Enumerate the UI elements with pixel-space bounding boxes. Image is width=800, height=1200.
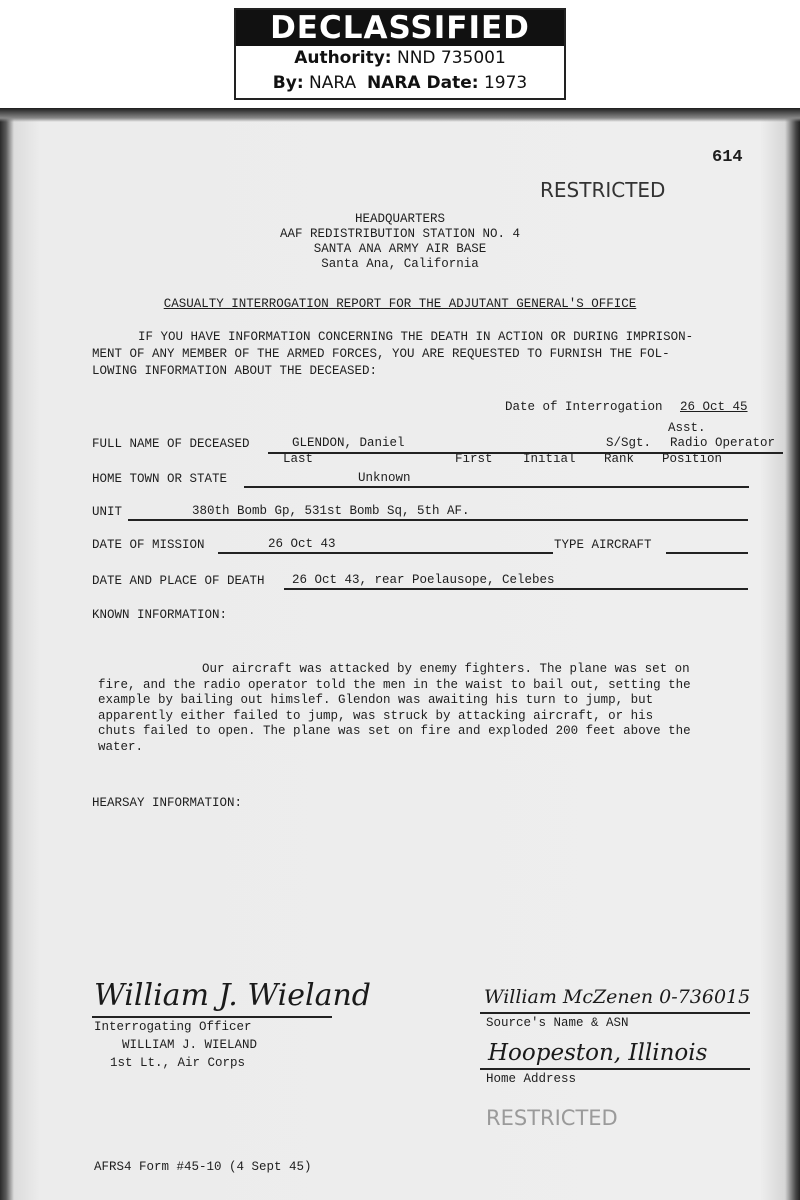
unit-underline: [128, 519, 748, 521]
home-underline: [244, 486, 749, 488]
position-value: Radio Operator: [670, 436, 776, 450]
unit-label: UNIT: [92, 505, 123, 519]
date-interrogation-label: Date of Interrogation: [505, 400, 663, 414]
officer-signature: William J. Wieland: [94, 978, 371, 1013]
source-signature: William McZenen 0-736015: [484, 986, 751, 1008]
officer-label: Interrogating Officer: [94, 1020, 252, 1034]
form-title: CASUALTY INTERROGATION REPORT FOR THE ADJUTANT GENERAL'S OFFICE: [163, 297, 637, 311]
mission-label: DATE OF MISSION: [92, 538, 205, 552]
sub-label-rank: Rank: [604, 452, 635, 466]
by-label: By:: [272, 73, 304, 93]
header-line: SANTA ANA ARMY AIR BASE: [313, 242, 487, 256]
rank-value: S/Sgt.: [606, 436, 652, 450]
date-interrogation-value: 26 Oct 45: [680, 400, 748, 414]
restricted-stamp-bottom: RESTRICTED: [486, 1106, 618, 1130]
death-value: 26 Oct 43, rear Poelausope, Celebes: [292, 573, 555, 587]
unit-value: 380th Bomb Gp, 531st Bomb Sq, 5th AF.: [192, 504, 470, 518]
mission-underline: [218, 552, 553, 554]
sub-label-initial: Initial: [523, 452, 576, 466]
header-line: HEADQUARTERS: [354, 212, 445, 226]
scanned-document: [0, 108, 800, 1200]
home-label: HOME TOWN OR STATE: [92, 472, 228, 486]
officer-rank: 1st Lt., Air Corps: [110, 1056, 246, 1070]
instructions-line: MENT OF ANY MEMBER OF THE ARMED FORCES, YOU ARE REQUESTED TO FURNISH THE FOL-: [92, 347, 670, 361]
authority-line: [236, 46, 564, 71]
nara-date-value: 1973: [483, 73, 528, 93]
source-label: Source's Name & ASN: [486, 1016, 629, 1030]
officer-name: WILLIAM J. WIELAND: [122, 1038, 258, 1052]
mission-value: 26 Oct 43: [268, 537, 336, 551]
page-number: 614: [712, 148, 743, 167]
address-signature: Hoopeston, Illinois: [488, 1040, 708, 1066]
sub-label-position: Position: [662, 452, 723, 466]
by-line: [236, 71, 564, 96]
officer-underline: [92, 1016, 332, 1018]
hearsay-label: HEARSAY INFORMATION:: [92, 796, 243, 810]
authority-label: Authority:: [294, 48, 392, 68]
declassified-title: DECLASSIFIED: [236, 10, 564, 46]
death-label: DATE AND PLACE OF DEATH: [92, 574, 265, 588]
aircraft-label: TYPE AIRCRAFT: [554, 538, 652, 552]
full-name-value: GLENDON, Daniel: [292, 436, 405, 450]
sub-label-first: First: [455, 452, 493, 466]
restricted-stamp-top: RESTRICTED: [540, 178, 666, 202]
death-underline: [284, 588, 748, 590]
address-underline: [480, 1068, 750, 1070]
known-text: Our aircraft was attacked by enemy fighters. The plane was set on fire, and the radio operator told the men in the waist to bail out, setting the example by bailing out himslef. Glendon was awaiting his turn to jump, but apparently either failed to jump, was struck by attacking aircraft, or his chuts failed to open. The plane was set on fire and exploded 200 feet above the water.: [98, 662, 691, 754]
header-line: Santa Ana, California: [321, 257, 479, 271]
known-label: KNOWN INFORMATION:: [92, 608, 228, 622]
source-underline: [480, 1012, 750, 1014]
position-prefix: Asst.: [668, 421, 706, 435]
authority-value: NND 735001: [396, 48, 506, 68]
instructions-line: IF YOU HAVE INFORMATION CONCERNING THE DEATH IN ACTION OR DURING IMPRISON-: [138, 330, 694, 344]
by-value: NARA: [309, 73, 357, 93]
instructions-line: LOWING INFORMATION ABOUT THE DECEASED:: [92, 364, 378, 378]
aircraft-underline: [666, 552, 748, 554]
declassified-stamp: [234, 8, 566, 100]
full-name-label: FULL NAME OF DECEASED: [92, 437, 250, 451]
address-label: Home Address: [486, 1072, 577, 1086]
nara-date-label: NARA Date:: [366, 73, 479, 93]
form-number: AFRS4 Form #45-10 (4 Sept 45): [94, 1160, 312, 1174]
home-value: Unknown: [358, 471, 411, 485]
sub-label-last: Last: [283, 452, 314, 466]
header-line: AAF REDISTRIBUTION STATION NO. 4: [279, 227, 521, 241]
